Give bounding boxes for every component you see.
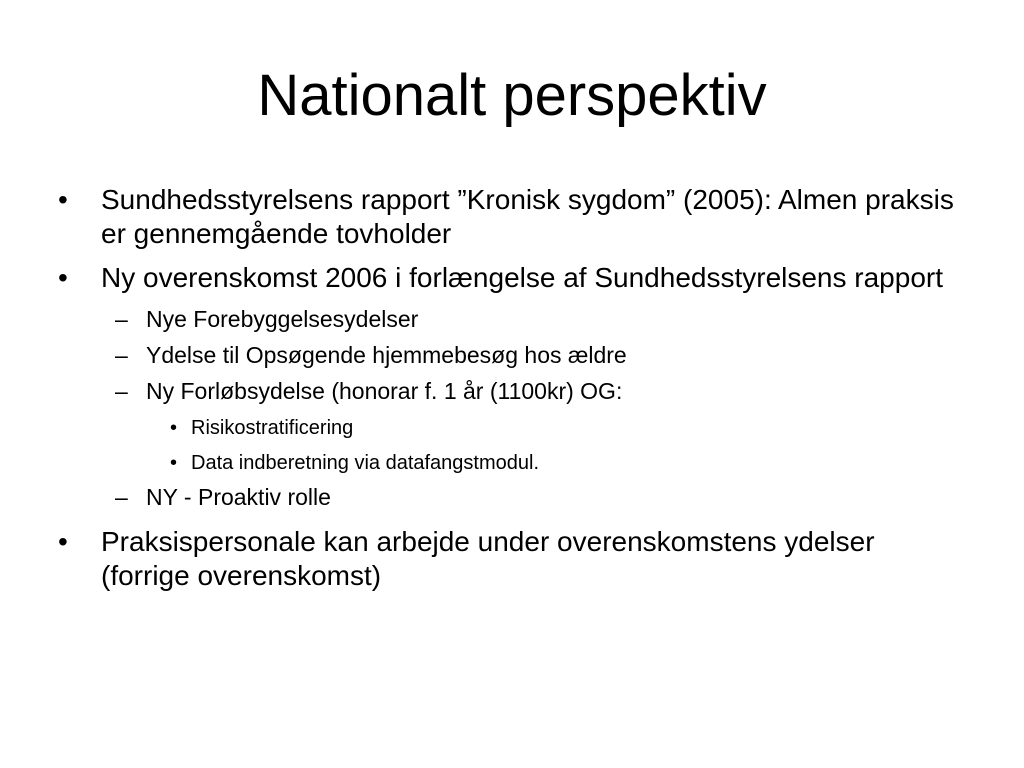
- bullet-marker: •: [170, 452, 178, 474]
- bullet-marker: •: [170, 417, 178, 439]
- bullet-item-3: [58, 525, 958, 593]
- dash-marker: –: [115, 342, 128, 368]
- sub-bullet-item: [58, 341, 958, 369]
- sub-bullet-item: [58, 377, 958, 405]
- bullet-marker: •: [58, 262, 68, 293]
- sub-sub-bullet-text: Risikostratificering: [191, 417, 354, 439]
- bullet-marker: •: [58, 526, 68, 557]
- sub-bullet-item: [58, 483, 958, 511]
- sub-bullet-text: Nye Forebyggelsesydelser: [146, 306, 419, 332]
- sub-sub-bullet-item: [58, 451, 958, 475]
- bullet-marker: •: [58, 184, 68, 215]
- bullet-item-1: [58, 183, 958, 251]
- sub-bullet-text: Ydelse til Opsøgende hjemmebesøg hos ældre: [146, 342, 627, 368]
- slide-title: Nationalt perspektiv: [257, 63, 767, 128]
- dash-marker: –: [115, 306, 128, 332]
- bullet-item-2: [58, 261, 958, 295]
- bullet-text: Sundhedsstyrelsens rapport ”Kronisk sygdom” (2005): Almen praksis er gennemgående tovholder: [101, 184, 954, 249]
- sub-sub-bullet-text: Data indberetning via datafangstmodul.: [191, 452, 540, 474]
- bullet-text: Ny overenskomst 2006 i forlængelse af Sundhedsstyrelsens rapport: [101, 262, 943, 293]
- dash-marker: –: [115, 378, 128, 404]
- sub-bullet-text: NY - Proaktiv rolle: [146, 484, 331, 510]
- bullet-text: Praksispersonale kan arbejde under overenskomstens ydelser (forrige overenskomst): [101, 526, 875, 591]
- bullet-list: [58, 183, 958, 593]
- sub-bullet-text: Ny Forløbsydelse (honorar f. 1 år (1100kr) OG:: [146, 378, 623, 404]
- sub-bullet-item: [58, 305, 958, 333]
- sub-sub-bullet-item: [58, 416, 958, 440]
- dash-marker: –: [115, 484, 128, 510]
